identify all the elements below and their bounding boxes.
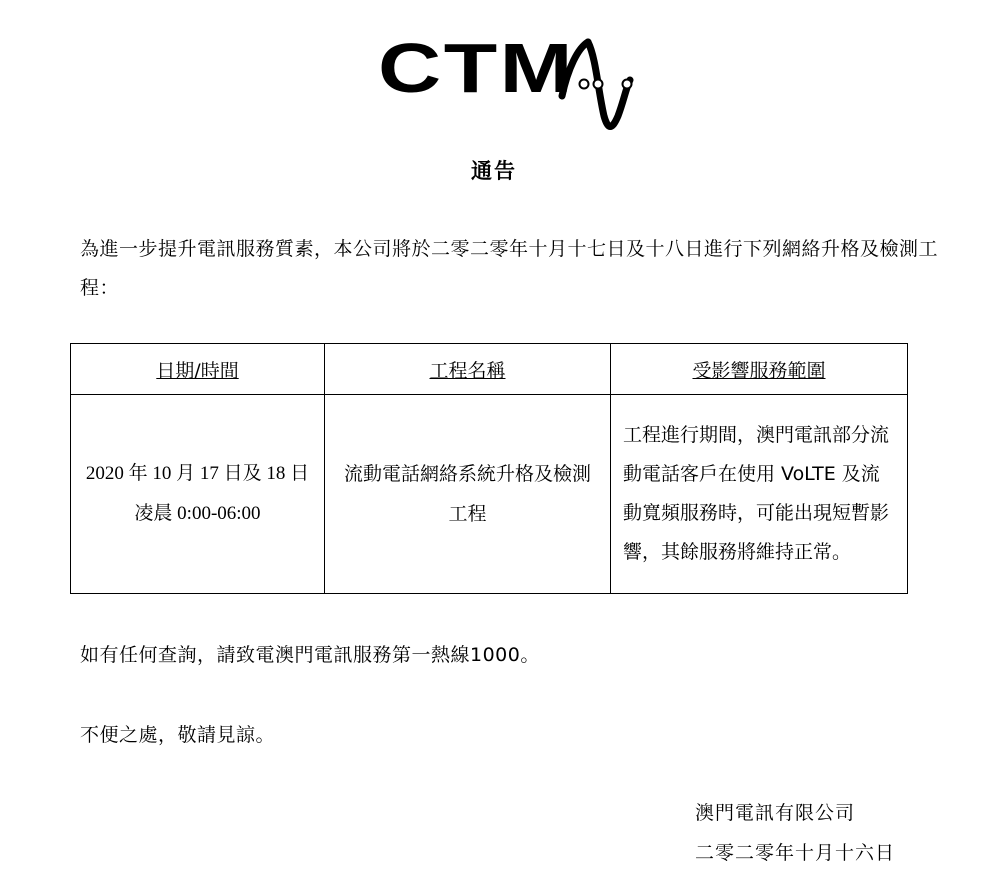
notice-title: 通告 [471, 159, 517, 183]
works-table [70, 343, 908, 594]
cell-work-name: 流動電話網絡系統升格及檢測工程 [325, 395, 611, 594]
cell-date-time [71, 395, 325, 594]
header-affected-scope: 受影響服務範圍 [611, 344, 908, 395]
header-work-name: 工程名稱 [325, 344, 611, 395]
logo-text: CTM [378, 29, 576, 107]
date-line-1: 2020 年 10 月 17 日及 18 日 [85, 463, 310, 484]
enquiry-paragraph: 如有任何查詢，請致電澳門電訊服務第一熱線1000。 [80, 644, 540, 666]
cell-affected-scope: 工程進行期間，澳門電訊部分流動電話客戶在使用 VoLTE 及流動寬頻服務時，可能出現短暫影響，其餘服務將維持正常。 [611, 395, 908, 594]
notice-date: 二零二零年十月十六日 [695, 842, 896, 864]
ctm-logo [378, 29, 640, 132]
intro-paragraph: 為進一步提升電訊服務質素，本公司將於二零二零年十月十七日及十八日進行下列網絡升格及檢測工程： [80, 238, 939, 299]
table-row [71, 395, 908, 594]
header-date-time: 日期/時間 [71, 344, 325, 395]
apology-paragraph: 不便之處，敬請見諒。 [80, 724, 276, 746]
ctm-wave-logo-icon [556, 38, 640, 132]
company-name: 澳門電訊有限公司 [695, 802, 856, 824]
date-line-2: 凌晨 0:00-06:00 [134, 503, 261, 524]
table-header-row [71, 344, 908, 395]
